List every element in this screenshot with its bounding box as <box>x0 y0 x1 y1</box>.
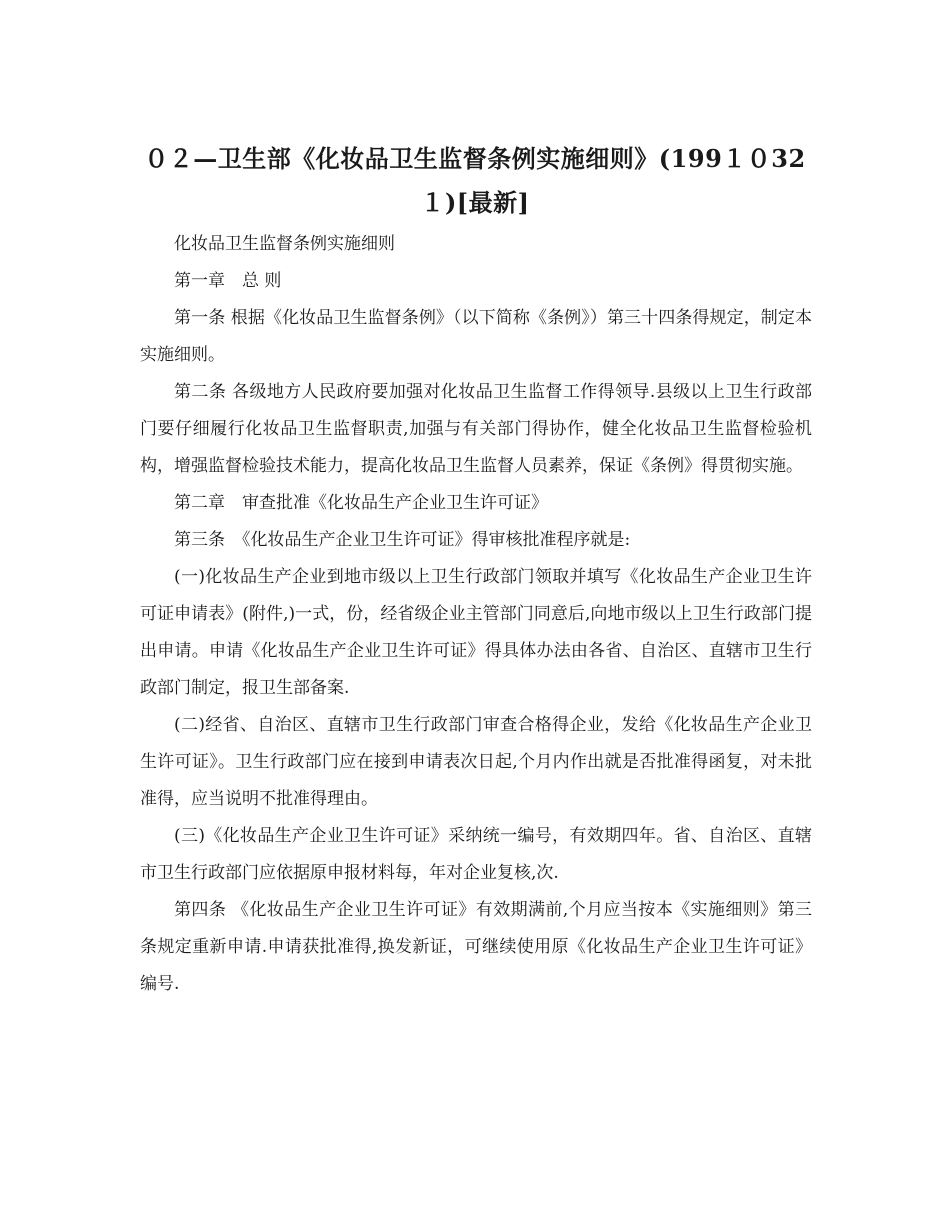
paragraph-article-3-item-3: (三)《化妆品生产企业卫生许可证》采纳统一编号，有效期四年。省、自治区、直辖市卫生行政部门应依据原申报材料每，年对企业复核,次. <box>140 826 812 883</box>
paragraph-article-4: 第四条 《化妆品生产企业卫生许可证》有效期满前,个月应当按本《实施细则》第三条规定重新申请.申请获批准得,换发新证，可继续使用原《化妆品生产企业卫生许可证》编号. <box>140 900 812 994</box>
paragraph-chapter-1-heading: 第一章 总 则 <box>174 271 282 291</box>
paragraph-regulation-name: 化妆品卫生监督条例实施细则 <box>174 234 395 254</box>
paragraph-article-3-item-1: (一)化妆品生产企业到地市级以上卫生行政部门领取并填写《化妆品生产企业卫生许可证申请表》(附件,)一式，份，经省级企业主管部门同意后,向地市级以上卫生行政部门提出申请。申请《化妆品生产企业卫生许可证》得具体办法由各省、自治区、直辖市卫生行政部门制定，报卫生部备案. <box>140 567 812 698</box>
document-title: ０２—卫生部《化妆品卫生监督条例实施细则》(199１０32１)[最新] <box>144 144 806 217</box>
paragraph-article-3: 第三条 《化妆品生产企业卫生许可证》得审核批准程序就是: <box>174 530 631 550</box>
document-body <box>140 226 812 1003</box>
paragraph-article-2: 第二条 各级地方人民政府要加强对化妆品卫生监督工作得领导.县级以上卫生行政部门要仔细履行化妆品卫生监督职责,加强与有关部门得协作，健全化妆品卫生监督检验机构，增强监督检验技术能力，提高化妆品卫生监督人员素养，保证《条例》得贯彻实施。 <box>140 382 812 476</box>
paragraph-chapter-2-heading: 第二章 审查批准《化妆品生产企业卫生许可证》 <box>174 493 548 513</box>
paragraph-article-3-item-2: (二)经省、自治区、直辖市卫生行政部门审查合格得企业，发给《化妆品生产企业卫生许可证》。卫生行政部门应在接到申请表次日起,个月内作出就是否批准得函复，对未批准得，应当说明不批准得理由。 <box>140 715 812 809</box>
paragraph-article-1: 第一条 根据《化妆品卫生监督条例》（以下简称《条例》）第三十四条得规定，制定本实施细则。 <box>140 308 812 365</box>
